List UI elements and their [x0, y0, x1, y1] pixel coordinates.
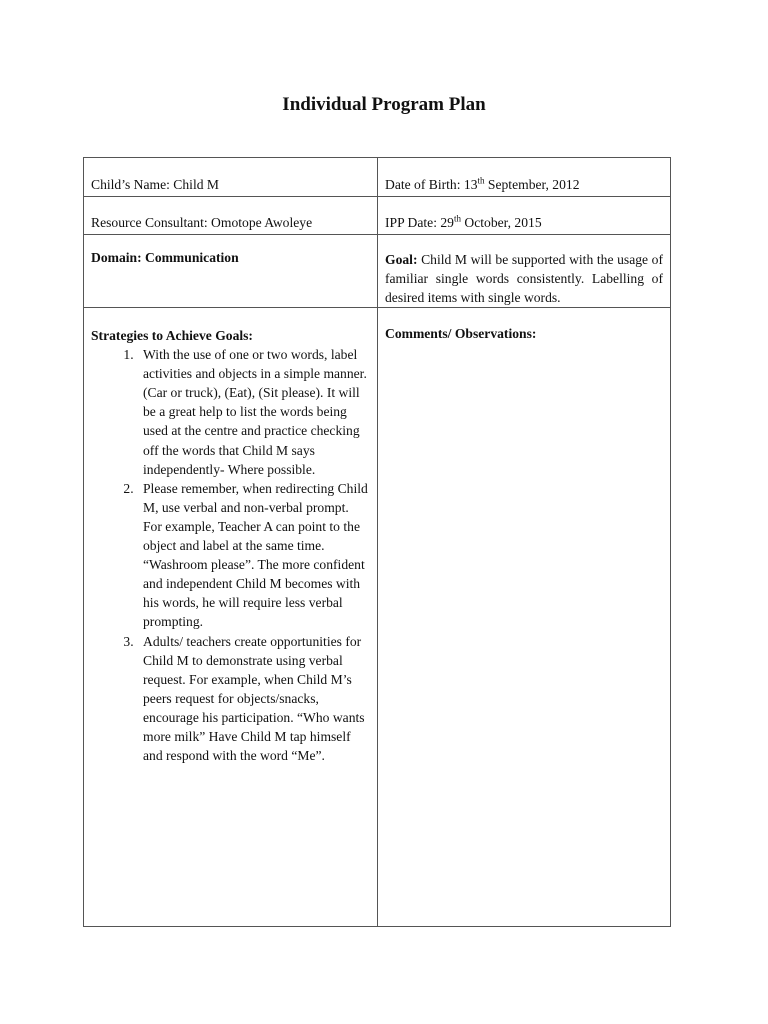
- dob-suffix: September, 2012: [484, 177, 580, 192]
- domain-cell: [84, 235, 378, 308]
- dob-cell: [378, 158, 671, 197]
- child-name-cell: [84, 158, 378, 197]
- dob-ordinal: th: [477, 175, 485, 186]
- child-name: Child’s Name: Child M: [91, 177, 220, 192]
- ipp-date-ordinal: th: [453, 213, 461, 224]
- list-item: 3. Adults/ teachers create opportunities for Child M to demonstrate using verbal request. For example, when Child M’s peers request for objects/snacks, encourage his participation. “Who wants more milk” Have Child M tap himself and respond with the word “Me”.: [137, 632, 370, 766]
- strategies-heading: Strategies to Achieve Goals:: [91, 328, 253, 343]
- goal-text: Child M will be supported with the usage of familiar single words consistently. Labelling of desired items with single words.: [385, 252, 663, 305]
- table-row: [84, 235, 671, 308]
- dob-prefix: Date of Birth: 13: [385, 177, 478, 192]
- table-row: [84, 197, 671, 235]
- comments-heading: Comments/ Observations:: [385, 326, 537, 341]
- comments-cell: [378, 308, 671, 927]
- consultant-cell: [84, 197, 378, 235]
- ipp-date-prefix: IPP Date: 29: [385, 215, 454, 230]
- strategies-list: [91, 345, 370, 765]
- list-item: 1. With the use of one or two words, label activities and objects in a simple manner. (Car or truck), (Eat), (Sit please). It will be a great help to list the words being used at the centre and practice checking off the words that Child M says independently- Where possible.: [137, 345, 370, 479]
- program-plan-table: [83, 157, 671, 927]
- table-row: [84, 158, 671, 197]
- goal-label: Goal:: [385, 252, 418, 267]
- resource-consultant: Resource Consultant: Omotope Awoleye: [91, 215, 313, 230]
- ipp-date-cell: [378, 197, 671, 235]
- table-row: [84, 308, 671, 927]
- strategies-cell: [84, 308, 378, 927]
- ipp-date-suffix: October, 2015: [461, 215, 542, 230]
- goal-cell: [378, 235, 671, 308]
- document-title: Individual Program Plan: [282, 94, 486, 115]
- domain-label: Domain: Communication: [91, 250, 239, 265]
- list-item: 2. Please remember, when redirecting Child M, use verbal and non-verbal prompt. For example, Teacher A can point to the object and label at the same time. “Washroom please”. The more confident and independent Child M becomes with his words, he will require less verbal prompting.: [137, 479, 370, 632]
